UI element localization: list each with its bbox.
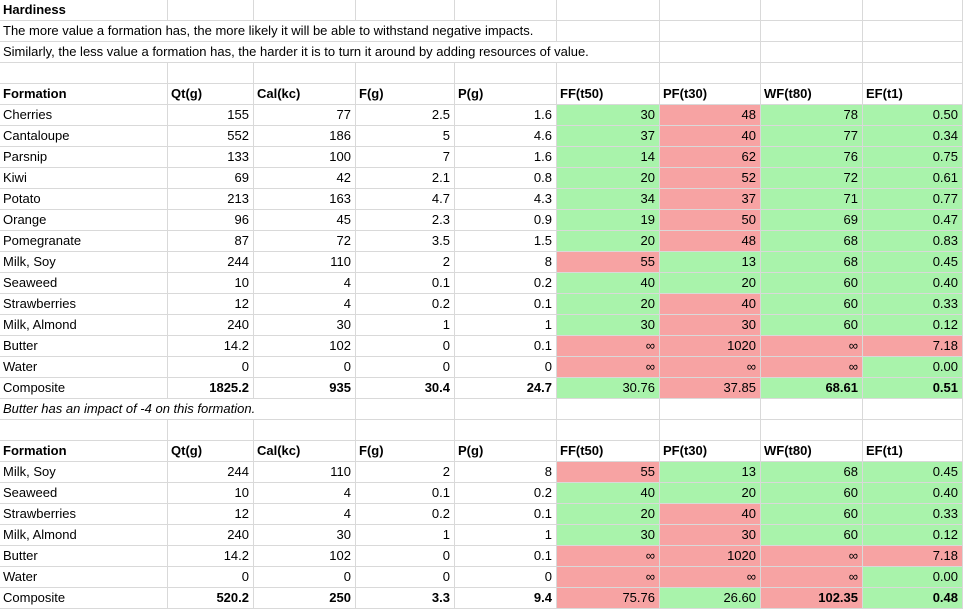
column-header-cell[interactable]: EF(t1) bbox=[863, 84, 963, 105]
description-cell-2[interactable]: Similarly, the less value a formation has, the harder it is to turn it around by adding resources of value. bbox=[0, 42, 660, 63]
value-cell[interactable]: 10 bbox=[168, 483, 254, 504]
table-row bbox=[0, 315, 963, 336]
value-cell[interactable]: 20 bbox=[557, 231, 660, 252]
column-header-cell[interactable]: WF(t80) bbox=[761, 441, 863, 462]
value-cell[interactable]: 60 bbox=[761, 504, 863, 525]
value-cell[interactable]: ∞ bbox=[761, 546, 863, 567]
value-cell[interactable]: 2 bbox=[356, 462, 455, 483]
table-row bbox=[0, 126, 963, 147]
value-cell[interactable]: 30.4 bbox=[356, 378, 455, 399]
table-row bbox=[0, 168, 963, 189]
empty-cell[interactable] bbox=[863, 420, 963, 441]
value-cell[interactable]: 7.18 bbox=[863, 336, 963, 357]
hardiness-subset-table bbox=[0, 441, 963, 609]
row-label-cell[interactable]: Water bbox=[0, 357, 168, 378]
value-cell[interactable]: 0.34 bbox=[863, 126, 963, 147]
value-cell[interactable]: 48 bbox=[660, 105, 761, 126]
empty-cell[interactable] bbox=[557, 21, 660, 42]
value-cell[interactable]: 0 bbox=[356, 357, 455, 378]
value-cell[interactable]: 8 bbox=[455, 462, 557, 483]
empty-cell[interactable] bbox=[660, 420, 761, 441]
value-cell[interactable]: 4 bbox=[254, 504, 356, 525]
value-cell[interactable]: 102 bbox=[254, 336, 356, 357]
value-cell[interactable]: ∞ bbox=[557, 546, 660, 567]
value-cell[interactable]: 45 bbox=[254, 210, 356, 231]
value-cell[interactable]: 68.61 bbox=[761, 378, 863, 399]
value-cell[interactable]: 14.2 bbox=[168, 546, 254, 567]
column-header-cell[interactable]: F(g) bbox=[356, 441, 455, 462]
value-cell[interactable]: 55 bbox=[557, 462, 660, 483]
description-cell-1[interactable]: The more value a formation has, the more likely it will be able to withstand negative impacts. bbox=[0, 21, 557, 42]
value-cell[interactable]: 0.12 bbox=[863, 525, 963, 546]
title-row bbox=[0, 0, 963, 21]
value-cell[interactable]: ∞ bbox=[660, 567, 761, 588]
value-cell[interactable]: 77 bbox=[761, 126, 863, 147]
value-cell[interactable]: 935 bbox=[254, 378, 356, 399]
hardiness-main-table-header-row bbox=[0, 84, 963, 105]
value-cell[interactable]: 30 bbox=[254, 525, 356, 546]
value-cell[interactable]: 240 bbox=[168, 525, 254, 546]
row-label-cell[interactable]: Strawberries bbox=[0, 294, 168, 315]
value-cell[interactable]: 14.2 bbox=[168, 336, 254, 357]
value-cell[interactable]: 30 bbox=[557, 525, 660, 546]
value-cell[interactable]: 20 bbox=[660, 273, 761, 294]
row-label-cell[interactable]: Composite bbox=[0, 588, 168, 609]
value-cell[interactable]: 26.60 bbox=[660, 588, 761, 609]
value-cell[interactable]: 60 bbox=[761, 315, 863, 336]
value-cell[interactable]: 0.00 bbox=[863, 357, 963, 378]
empty-cell[interactable] bbox=[557, 420, 660, 441]
empty-cell[interactable] bbox=[254, 420, 356, 441]
row-label-cell[interactable]: Milk, Soy bbox=[0, 252, 168, 273]
value-cell[interactable]: 2.1 bbox=[356, 168, 455, 189]
value-cell[interactable]: 30.76 bbox=[557, 378, 660, 399]
column-header-cell[interactable]: PF(t30) bbox=[660, 441, 761, 462]
value-cell[interactable]: 0.75 bbox=[863, 147, 963, 168]
empty-cell[interactable] bbox=[660, 0, 761, 21]
empty-cell[interactable] bbox=[761, 21, 863, 42]
row-label-cell[interactable]: Pomegranate bbox=[0, 231, 168, 252]
empty-cell[interactable] bbox=[863, 42, 963, 63]
value-cell[interactable]: 50 bbox=[660, 210, 761, 231]
value-cell[interactable]: 0.47 bbox=[863, 210, 963, 231]
column-header-cell[interactable]: P(g) bbox=[455, 441, 557, 462]
row-label-cell[interactable]: Butter bbox=[0, 336, 168, 357]
value-cell[interactable]: 552 bbox=[168, 126, 254, 147]
table-row bbox=[0, 147, 963, 168]
empty-cell[interactable] bbox=[455, 399, 557, 420]
value-cell[interactable]: 40 bbox=[660, 504, 761, 525]
value-cell[interactable]: 520.2 bbox=[168, 588, 254, 609]
value-cell[interactable]: ∞ bbox=[761, 336, 863, 357]
value-cell[interactable]: 30 bbox=[557, 315, 660, 336]
value-cell[interactable]: 72 bbox=[254, 231, 356, 252]
value-cell[interactable]: 0 bbox=[168, 567, 254, 588]
value-cell[interactable]: 1020 bbox=[660, 336, 761, 357]
butter-note-cell[interactable]: Butter has an impact of -4 on this formation. bbox=[0, 399, 356, 420]
value-cell[interactable]: 30 bbox=[557, 105, 660, 126]
column-header-cell[interactable]: PF(t30) bbox=[660, 84, 761, 105]
value-cell[interactable]: 1 bbox=[455, 315, 557, 336]
value-cell[interactable]: 8 bbox=[455, 252, 557, 273]
empty-cell[interactable] bbox=[761, 42, 863, 63]
column-header-cell[interactable]: FF(t50) bbox=[557, 84, 660, 105]
table-row bbox=[0, 504, 963, 525]
value-cell[interactable]: 0.40 bbox=[863, 483, 963, 504]
empty-cell[interactable] bbox=[168, 63, 254, 84]
value-cell[interactable]: ∞ bbox=[557, 357, 660, 378]
row-label-cell[interactable]: Seaweed bbox=[0, 273, 168, 294]
value-cell[interactable]: 186 bbox=[254, 126, 356, 147]
value-cell[interactable]: 42 bbox=[254, 168, 356, 189]
value-cell[interactable]: 0.33 bbox=[863, 504, 963, 525]
table-row bbox=[0, 189, 963, 210]
column-header-cell[interactable]: Formation bbox=[0, 441, 168, 462]
value-cell[interactable]: 12 bbox=[168, 504, 254, 525]
empty-cell[interactable] bbox=[254, 63, 356, 84]
value-cell[interactable]: 5 bbox=[356, 126, 455, 147]
value-cell[interactable]: 72 bbox=[761, 168, 863, 189]
empty-cell[interactable] bbox=[863, 0, 963, 21]
value-cell[interactable]: 40 bbox=[660, 294, 761, 315]
row-label-cell[interactable]: Milk, Almond bbox=[0, 525, 168, 546]
empty-cell[interactable] bbox=[0, 63, 168, 84]
value-cell[interactable]: 0.83 bbox=[863, 231, 963, 252]
column-header-cell[interactable]: Qt(g) bbox=[168, 84, 254, 105]
hardiness-main-table bbox=[0, 84, 963, 399]
value-cell[interactable]: 155 bbox=[168, 105, 254, 126]
value-cell[interactable]: 244 bbox=[168, 462, 254, 483]
value-cell[interactable]: 4 bbox=[254, 294, 356, 315]
value-cell[interactable]: 110 bbox=[254, 462, 356, 483]
row-label-cell[interactable]: Milk, Almond bbox=[0, 315, 168, 336]
value-cell[interactable]: 13 bbox=[660, 252, 761, 273]
column-header-cell[interactable]: FF(t50) bbox=[557, 441, 660, 462]
empty-cell[interactable] bbox=[660, 63, 761, 84]
value-cell[interactable]: 100 bbox=[254, 147, 356, 168]
value-cell[interactable]: 0 bbox=[356, 336, 455, 357]
value-cell[interactable]: 0.9 bbox=[455, 210, 557, 231]
value-cell[interactable]: 163 bbox=[254, 189, 356, 210]
value-cell[interactable]: 0.1 bbox=[356, 483, 455, 504]
value-cell[interactable]: 10 bbox=[168, 273, 254, 294]
table-row bbox=[0, 378, 963, 399]
value-cell[interactable]: 0 bbox=[168, 357, 254, 378]
table-row bbox=[0, 357, 963, 378]
table-row bbox=[0, 273, 963, 294]
value-cell[interactable]: 68 bbox=[761, 231, 863, 252]
sheet-title-cell[interactable]: Hardiness bbox=[0, 0, 168, 21]
empty-cell[interactable] bbox=[863, 21, 963, 42]
value-cell[interactable]: 37 bbox=[557, 126, 660, 147]
column-header-cell[interactable]: Qt(g) bbox=[168, 441, 254, 462]
value-cell[interactable]: 75.76 bbox=[557, 588, 660, 609]
value-cell[interactable]: 0.1 bbox=[455, 294, 557, 315]
value-cell[interactable]: 4.3 bbox=[455, 189, 557, 210]
value-cell[interactable]: 34 bbox=[557, 189, 660, 210]
value-cell[interactable]: 0.2 bbox=[356, 504, 455, 525]
table-row bbox=[0, 525, 963, 546]
value-cell[interactable]: 2 bbox=[356, 252, 455, 273]
row-label-cell[interactable]: Parsnip bbox=[0, 147, 168, 168]
value-cell[interactable]: 4.6 bbox=[455, 126, 557, 147]
empty-cell[interactable] bbox=[557, 63, 660, 84]
empty-cell[interactable] bbox=[761, 420, 863, 441]
row-label-cell[interactable]: Cherries bbox=[0, 105, 168, 126]
value-cell[interactable]: 37 bbox=[660, 189, 761, 210]
empty-cell[interactable] bbox=[455, 0, 557, 21]
value-cell[interactable]: 20 bbox=[660, 483, 761, 504]
value-cell[interactable]: 0 bbox=[254, 357, 356, 378]
value-cell[interactable]: 69 bbox=[168, 168, 254, 189]
empty-cell[interactable] bbox=[660, 21, 761, 42]
value-cell[interactable]: 2.3 bbox=[356, 210, 455, 231]
value-cell[interactable]: 24.7 bbox=[455, 378, 557, 399]
value-cell[interactable]: 78 bbox=[761, 105, 863, 126]
value-cell[interactable]: 0.45 bbox=[863, 252, 963, 273]
row-label-cell[interactable]: Potato bbox=[0, 189, 168, 210]
table-row bbox=[0, 567, 963, 588]
value-cell[interactable]: 4 bbox=[254, 483, 356, 504]
row-label-cell[interactable]: Butter bbox=[0, 546, 168, 567]
empty-cell[interactable] bbox=[863, 399, 963, 420]
value-cell[interactable]: 102.35 bbox=[761, 588, 863, 609]
column-header-cell[interactable]: P(g) bbox=[455, 84, 557, 105]
value-cell[interactable]: 77 bbox=[254, 105, 356, 126]
value-cell[interactable]: 250 bbox=[254, 588, 356, 609]
value-cell[interactable]: 1825.2 bbox=[168, 378, 254, 399]
value-cell[interactable]: 20 bbox=[557, 294, 660, 315]
column-header-cell[interactable]: WF(t80) bbox=[761, 84, 863, 105]
value-cell[interactable]: 60 bbox=[761, 525, 863, 546]
table-row bbox=[0, 294, 963, 315]
value-cell[interactable]: 0.51 bbox=[863, 378, 963, 399]
value-cell[interactable]: 0.8 bbox=[455, 168, 557, 189]
value-cell[interactable]: ∞ bbox=[761, 567, 863, 588]
value-cell[interactable]: 68 bbox=[761, 252, 863, 273]
value-cell[interactable]: 1 bbox=[356, 525, 455, 546]
column-header-cell[interactable]: Cal(kc) bbox=[254, 84, 356, 105]
empty-cell[interactable] bbox=[863, 63, 963, 84]
table-row bbox=[0, 252, 963, 273]
value-cell[interactable]: 0.48 bbox=[863, 588, 963, 609]
value-cell[interactable]: 0.1 bbox=[455, 336, 557, 357]
value-cell[interactable]: 240 bbox=[168, 315, 254, 336]
value-cell[interactable]: 62 bbox=[660, 147, 761, 168]
value-cell[interactable]: 1.6 bbox=[455, 105, 557, 126]
empty-cell[interactable] bbox=[761, 0, 863, 21]
value-cell[interactable]: 60 bbox=[761, 483, 863, 504]
value-cell[interactable]: 0.61 bbox=[863, 168, 963, 189]
value-cell[interactable]: 71 bbox=[761, 189, 863, 210]
value-cell[interactable]: 102 bbox=[254, 546, 356, 567]
empty-cell[interactable] bbox=[761, 399, 863, 420]
value-cell[interactable]: 1020 bbox=[660, 546, 761, 567]
value-cell[interactable]: ∞ bbox=[557, 567, 660, 588]
row-label-cell[interactable]: Orange bbox=[0, 210, 168, 231]
value-cell[interactable]: 0.45 bbox=[863, 462, 963, 483]
value-cell[interactable]: 76 bbox=[761, 147, 863, 168]
value-cell[interactable]: 12 bbox=[168, 294, 254, 315]
value-cell[interactable]: 55 bbox=[557, 252, 660, 273]
hardiness-subset-table-header-row bbox=[0, 441, 963, 462]
value-cell[interactable]: 96 bbox=[168, 210, 254, 231]
empty-cell[interactable] bbox=[455, 420, 557, 441]
value-cell[interactable]: 0 bbox=[356, 567, 455, 588]
value-cell[interactable]: 0 bbox=[455, 357, 557, 378]
value-cell[interactable]: 0.1 bbox=[455, 504, 557, 525]
value-cell[interactable]: 1 bbox=[356, 315, 455, 336]
value-cell[interactable]: 0.12 bbox=[863, 315, 963, 336]
value-cell[interactable]: 9.4 bbox=[455, 588, 557, 609]
value-cell[interactable]: 7.18 bbox=[863, 546, 963, 567]
value-cell[interactable]: 52 bbox=[660, 168, 761, 189]
table-row bbox=[0, 462, 963, 483]
value-cell[interactable]: 60 bbox=[761, 294, 863, 315]
value-cell[interactable]: 0.33 bbox=[863, 294, 963, 315]
value-cell[interactable]: 13 bbox=[660, 462, 761, 483]
value-cell[interactable]: 0 bbox=[254, 567, 356, 588]
empty-cell[interactable] bbox=[660, 42, 761, 63]
value-cell[interactable]: 110 bbox=[254, 252, 356, 273]
column-header-cell[interactable]: Formation bbox=[0, 84, 168, 105]
table-row bbox=[0, 336, 963, 357]
value-cell[interactable]: 40 bbox=[557, 273, 660, 294]
value-cell[interactable]: 1.6 bbox=[455, 147, 557, 168]
empty-cell[interactable] bbox=[168, 420, 254, 441]
row-label-cell[interactable]: Cantaloupe bbox=[0, 126, 168, 147]
table-row bbox=[0, 231, 963, 252]
value-cell[interactable]: 37.85 bbox=[660, 378, 761, 399]
value-cell[interactable]: 0.00 bbox=[863, 567, 963, 588]
value-cell[interactable]: 30 bbox=[660, 315, 761, 336]
table-row bbox=[0, 588, 963, 609]
row-label-cell[interactable]: Kiwi bbox=[0, 168, 168, 189]
column-header-cell[interactable]: F(g) bbox=[356, 84, 455, 105]
value-cell[interactable]: 4 bbox=[254, 273, 356, 294]
value-cell[interactable]: 0.77 bbox=[863, 189, 963, 210]
value-cell[interactable]: 20 bbox=[557, 504, 660, 525]
value-cell[interactable]: 69 bbox=[761, 210, 863, 231]
empty-cell[interactable] bbox=[761, 63, 863, 84]
row-label-cell[interactable]: Water bbox=[0, 567, 168, 588]
value-cell[interactable]: 2.5 bbox=[356, 105, 455, 126]
empty-cell[interactable] bbox=[0, 420, 168, 441]
table-row bbox=[0, 483, 963, 504]
table-row bbox=[0, 210, 963, 231]
value-cell[interactable]: 87 bbox=[168, 231, 254, 252]
blank-row bbox=[0, 420, 963, 441]
table-row bbox=[0, 546, 963, 567]
empty-cell[interactable] bbox=[254, 0, 356, 21]
empty-cell[interactable] bbox=[356, 420, 455, 441]
value-cell[interactable]: 40 bbox=[557, 483, 660, 504]
description-row-1 bbox=[0, 21, 963, 42]
value-cell[interactable]: 3.3 bbox=[356, 588, 455, 609]
value-cell[interactable]: 19 bbox=[557, 210, 660, 231]
value-cell[interactable]: 3.5 bbox=[356, 231, 455, 252]
empty-cell[interactable] bbox=[660, 399, 761, 420]
value-cell[interactable]: ∞ bbox=[761, 357, 863, 378]
value-cell[interactable]: 0.40 bbox=[863, 273, 963, 294]
value-cell[interactable]: ∞ bbox=[557, 336, 660, 357]
empty-cell[interactable] bbox=[356, 0, 455, 21]
value-cell[interactable]: 0 bbox=[455, 567, 557, 588]
blank-row bbox=[0, 63, 963, 84]
column-header-cell[interactable]: Cal(kc) bbox=[254, 441, 356, 462]
value-cell[interactable]: 133 bbox=[168, 147, 254, 168]
row-label-cell[interactable]: Milk, Soy bbox=[0, 462, 168, 483]
value-cell[interactable]: 30 bbox=[660, 525, 761, 546]
value-cell[interactable]: 1.5 bbox=[455, 231, 557, 252]
description-row-2 bbox=[0, 42, 963, 63]
value-cell[interactable]: 40 bbox=[660, 126, 761, 147]
table-row bbox=[0, 105, 963, 126]
value-cell[interactable]: 0.2 bbox=[455, 483, 557, 504]
value-cell[interactable]: 1 bbox=[455, 525, 557, 546]
value-cell[interactable]: 48 bbox=[660, 231, 761, 252]
value-cell[interactable]: 0.2 bbox=[455, 273, 557, 294]
value-cell[interactable]: 30 bbox=[254, 315, 356, 336]
row-label-cell[interactable]: Composite bbox=[0, 378, 168, 399]
empty-cell[interactable] bbox=[557, 0, 660, 21]
row-label-cell[interactable]: Strawberries bbox=[0, 504, 168, 525]
value-cell[interactable]: 60 bbox=[761, 273, 863, 294]
empty-cell[interactable] bbox=[356, 63, 455, 84]
empty-cell[interactable] bbox=[356, 399, 455, 420]
value-cell[interactable]: 14 bbox=[557, 147, 660, 168]
value-cell[interactable]: 0.1 bbox=[455, 546, 557, 567]
value-cell[interactable]: 7 bbox=[356, 147, 455, 168]
value-cell[interactable]: 4.7 bbox=[356, 189, 455, 210]
value-cell[interactable]: 20 bbox=[557, 168, 660, 189]
value-cell[interactable]: 0 bbox=[356, 546, 455, 567]
value-cell[interactable]: 0.50 bbox=[863, 105, 963, 126]
empty-cell[interactable] bbox=[168, 0, 254, 21]
value-cell[interactable]: 213 bbox=[168, 189, 254, 210]
empty-cell[interactable] bbox=[455, 63, 557, 84]
value-cell[interactable]: 244 bbox=[168, 252, 254, 273]
column-header-cell[interactable]: EF(t1) bbox=[863, 441, 963, 462]
row-label-cell[interactable]: Seaweed bbox=[0, 483, 168, 504]
value-cell[interactable]: ∞ bbox=[660, 357, 761, 378]
empty-cell[interactable] bbox=[557, 399, 660, 420]
value-cell[interactable]: 0.2 bbox=[356, 294, 455, 315]
value-cell[interactable]: 68 bbox=[761, 462, 863, 483]
note-row bbox=[0, 399, 963, 420]
value-cell[interactable]: 0.1 bbox=[356, 273, 455, 294]
